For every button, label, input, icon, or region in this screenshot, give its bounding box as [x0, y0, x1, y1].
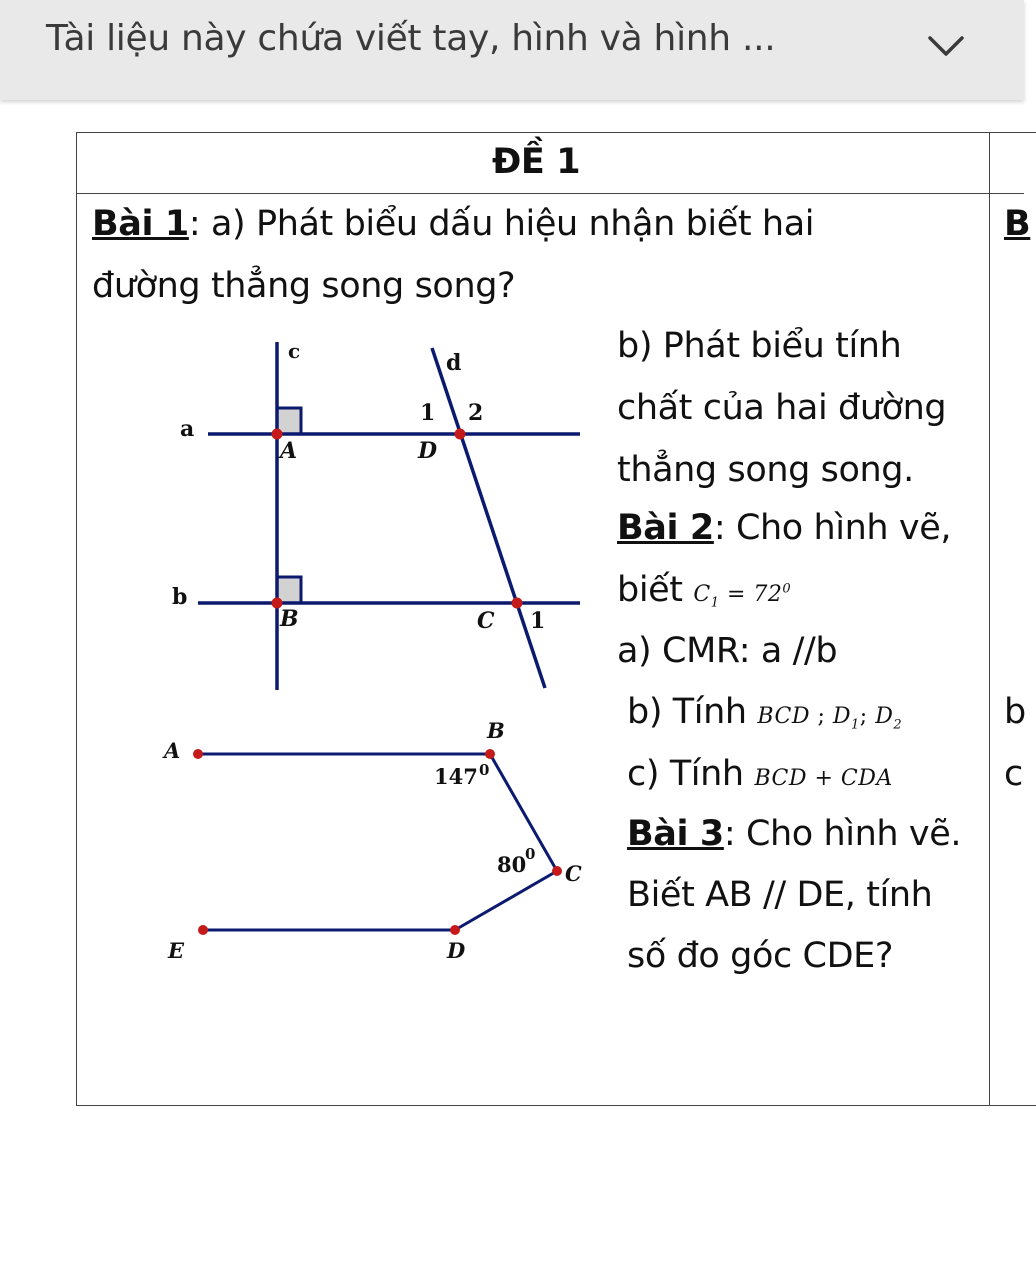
label-angle-b-deg: 0	[479, 761, 490, 779]
point-b-dot-2	[485, 749, 495, 759]
label-point-d-2: D	[447, 938, 466, 963]
bai2-part-a: a) CMR: a //b	[617, 631, 838, 671]
bai2-part-b: b) Tính BCD ; $D_1$; $D_2$	[627, 692, 903, 733]
bai2-text: : Cho hình vẽ,	[713, 508, 952, 548]
label-angle-c1: 1	[530, 608, 546, 634]
document-notice-title[interactable]: Tài liệu này chứa viết tay, hình và hình ...	[46, 18, 776, 59]
exam-heading: ĐỀ 1	[492, 142, 581, 182]
next-column-text-b: b	[1004, 692, 1026, 732]
bai2-given-prefix: biết	[617, 570, 683, 610]
bai2-part-c-formula: BCD + CDA	[754, 766, 893, 791]
label-point-b-2: B	[487, 718, 505, 743]
label-point-b: B	[280, 606, 299, 632]
bai2-given-formula: $C_1 = 72^0$	[693, 581, 792, 611]
bai3-line3: số đo góc CDE?	[627, 936, 894, 976]
label-angle-b: 147	[434, 764, 478, 789]
label-angle-d2: 2	[468, 400, 484, 426]
label-angle-d1: 1	[420, 400, 436, 426]
point-c-dot-2	[552, 866, 562, 876]
bai2-part-c: c) Tính BCD + CDA	[627, 754, 893, 794]
label-line-a: a	[180, 416, 195, 442]
label-point-d: D	[418, 438, 438, 464]
bai3-label: Bài 3	[627, 814, 724, 854]
label-point-c-2: C	[565, 861, 582, 886]
label-line-b: b	[172, 584, 188, 610]
next-column-text-c: c	[1004, 754, 1023, 794]
segment-cd	[455, 871, 557, 930]
label-line-d: d	[446, 350, 462, 376]
label-point-a: A	[280, 438, 298, 464]
bai3-text: : Cho hình vẽ.	[723, 814, 962, 854]
bai1-b-line1: b) Phát biểu tính	[617, 326, 902, 366]
bai1-line2: đường thẳng song song?	[92, 266, 516, 306]
label-line-c: c	[288, 339, 301, 363]
bai2-part-b-formula: BCD ; $D_1$; $D_2$	[757, 704, 903, 733]
label-point-c: C	[477, 608, 495, 634]
bai1-b-line3: thẳng song song.	[617, 450, 914, 490]
point-a-dot-2	[193, 749, 203, 759]
label-point-e-2: E	[168, 938, 185, 963]
bai1-text: : a) Phát biểu dấu hiệu nhận biết hai	[188, 204, 815, 244]
bai2-label: Bài 2	[617, 508, 714, 548]
point-d-dot-2	[450, 925, 460, 935]
point-e-dot-2	[198, 925, 208, 935]
bai3-line2: Biết AB // DE, tính	[627, 875, 933, 915]
bai1-b-line2: chất của hai đường	[617, 388, 947, 428]
bai1-label: Bài 1	[92, 204, 189, 244]
label-point-a-2: A	[164, 738, 181, 763]
label-angle-c-deg: 0	[525, 845, 536, 863]
label-angle-c: 80	[497, 852, 527, 877]
next-column-heading: B	[1004, 204, 1031, 244]
